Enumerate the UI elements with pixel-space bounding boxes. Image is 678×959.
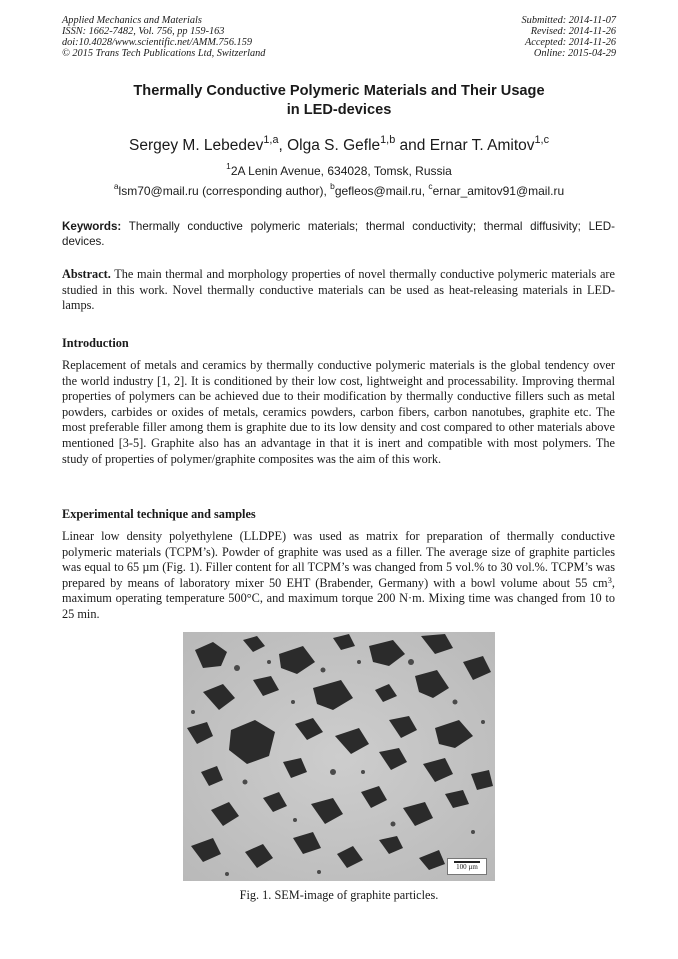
journal-issn: ISSN: 1662-7482, Vol. 756, pp 159-163 [62, 26, 225, 38]
accepted-date: Accepted: 2014-11-26 [524, 37, 616, 49]
email-link[interactable]: lsm70@mail.ru (corresponding author), [118, 184, 331, 198]
author-emails [62, 181, 616, 198]
author-name: Ernar T. Amitov [429, 137, 535, 154]
journal-doi: doi:10.4028/www.scientific.net/AMM.756.159 [62, 37, 252, 49]
author-name: Olga S. Gefle [287, 137, 381, 154]
email-link[interactable]: gefleos@mail.ru, [334, 184, 429, 198]
author-separator: and [395, 137, 430, 154]
email-link[interactable]: ernar_amitov91@mail.ru [432, 184, 565, 198]
scale-bar [447, 858, 487, 875]
affiliation [62, 161, 616, 178]
journal-copyright: © 2015 Trans Tech Publications Ltd, Switzerland [62, 48, 266, 60]
author-name: Sergey M. Lebedev [128, 137, 264, 154]
scale-bar-label: 100 µm [456, 863, 478, 871]
abstract [62, 267, 615, 314]
email-mark: a [113, 181, 119, 191]
abstract-label: Abstract. [62, 267, 111, 281]
email-mark: b [330, 181, 335, 191]
section-heading-introduction: Introduction [62, 336, 129, 350]
author-affiliation-mark: 1,a [263, 134, 279, 146]
online-date: Online: 2015-04-29 [533, 48, 616, 60]
abstract-text: The main thermal and morphology properties of novel thermally conductive polymeric materials are studied in this work. Novel thermally conductive materials can be used as heat-releasing materials in LED-lamps. [62, 267, 615, 313]
paper-title [62, 82, 616, 119]
experimental-text-part-2: , maximum operating temperature 500°C, and maximum torque 200 N·m. Mixing time was changed from 10 to 25 min. [62, 575, 615, 621]
email-mark: c [428, 181, 433, 191]
author-list [62, 134, 616, 155]
revised-date: Revised: 2014-11-26 [530, 26, 616, 38]
experimental-paragraph [62, 529, 615, 623]
keywords [62, 219, 615, 249]
author-separator: , [278, 137, 288, 154]
author-affiliation-mark: 1,b [380, 134, 396, 146]
keywords-label: Keywords: [62, 220, 122, 233]
keywords-text: Thermally conductive polymeric materials; thermal conductivity; thermal diffusivity; LED-devices. [62, 220, 615, 248]
title-line-2: in LED-devices [286, 101, 392, 118]
introduction-paragraph: Replacement of metals and ceramics by thermally conductive polymeric materials is the global tendency over the world industry [1, 2]. It is conditioned by their low cost, lightweight and processability. Improving thermal properties of polymers can be achieved due to their modification by thermally conductive fillers such as metal powders, carbides or oxides of metals, ceramics powders, carbon fibers, carbon nanotubes, graphite etc. The most preferable filler among them is graphite due to its low density and cost compared to other materials above mentioned [3-5]. Graphite also has an advantage in that it is inert and compatible with most polymers. The study of properties of polymer/graphite composites was the aim of this work. [62, 358, 615, 466]
cubic-superscript: 3 [607, 574, 612, 585]
experimental-text-part-1: Linear low density polyethylene (LLDPE) was used as matrix for preparation of thermally conductive polymeric materials (TCPM’s). Powder of graphite was used as a filler. The average size of graphite particles was equal to 65 µm (Fig. 1). Filler content for all TCPM’s was changed from 5 vol.% to 30 vol.%. TCPM’s was prepared by means of laboratory mixer 50 EHT (Brabender, Germany) with a bowl volume about 55 cm [62, 529, 615, 590]
title-line-1: Thermally Conductive Polymeric Materials and Their Usage [133, 83, 545, 99]
affiliation-mark: 1 [226, 161, 231, 171]
journal-header-right [522, 15, 616, 59]
journal-name: Applied Mechanics and Materials [62, 15, 202, 26]
sem-image [183, 632, 495, 881]
graphite-particles-image [183, 632, 495, 881]
section-heading-experimental: Experimental technique and samples [62, 507, 256, 521]
journal-header-left [62, 15, 265, 59]
submitted-date: Submitted: 2014-11-07 [521, 15, 616, 26]
affiliation-address: 2A Lenin Avenue, 634028, Tomsk, Russia [230, 164, 452, 178]
figure-caption: Fig. 1. SEM-image of graphite particles. [239, 888, 439, 902]
author-affiliation-mark: 1,c [534, 134, 549, 146]
